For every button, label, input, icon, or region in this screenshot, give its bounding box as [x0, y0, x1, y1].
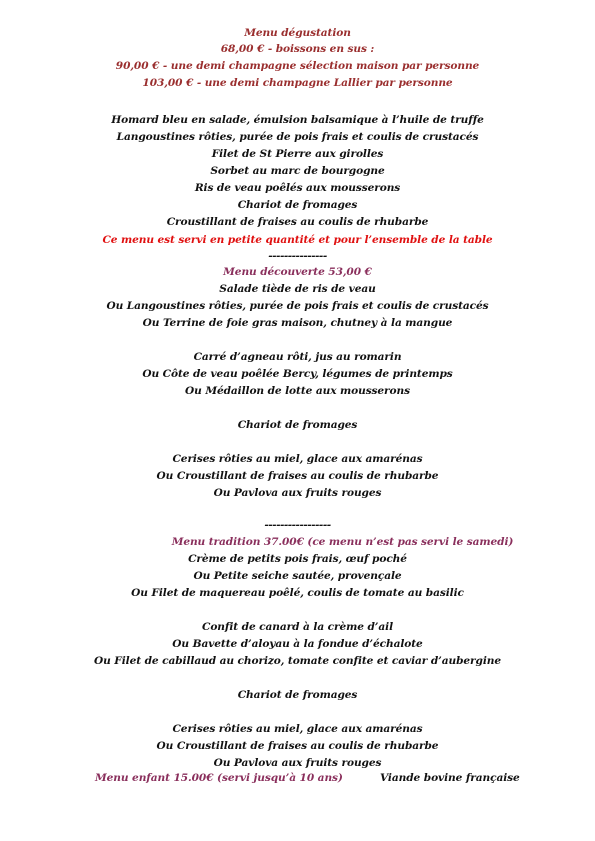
- tradition-cheese: Chariot de fromages: [237, 689, 358, 701]
- decouverte-dessert: Ou Croustillant de fraises au coulis de rhubarbe: [156, 470, 439, 482]
- degustation-course: Langoustines rôties, purée de pois frais et coulis de crustacés: [116, 131, 479, 143]
- degustation-course: Chariot de fromages: [237, 199, 358, 211]
- decouverte-main: Ou Côte de veau poêlée Bercy, légumes de printemps: [142, 368, 453, 380]
- decouverte-starter: Salade tiède de ris de veau: [219, 283, 376, 295]
- decouverte-dessert: Ou Pavlova aux fruits rouges: [213, 487, 382, 499]
- degustation-notice: Ce menu est servi en petite quantité et pour l’ensemble de la table: [102, 234, 493, 246]
- degustation-course: Homard bleu en salade, émulsion balsamique à l’huile de truffe: [111, 114, 484, 126]
- degustation-course: Croustillant de fraises au coulis de rhubarbe: [166, 216, 429, 228]
- tradition-starter: Ou Filet de maquereau poêlé, coulis de tomate au basilic: [131, 587, 464, 599]
- degustation-course: Sorbet au marc de bourgogne: [210, 165, 385, 177]
- decouverte-main: Carré d’agneau rôti, jus au romarin: [193, 351, 402, 363]
- tradition-starter: Crème de petits pois frais, œuf poché: [188, 553, 407, 565]
- degustation-price: 68,00 € - boissons en sus :: [220, 43, 375, 55]
- separator: ---------------: [268, 250, 327, 262]
- tradition-title: Menu tradition 37.00€ (ce menu n’est pas servi le samedi): [171, 536, 514, 548]
- tradition-main: Confit de canard à la crème d’ail: [201, 621, 393, 633]
- separator: -----------------: [264, 519, 331, 531]
- tradition-main: Ou Filet de cabillaud au chorizo, tomate confite et caviar d’aubergine: [93, 655, 502, 667]
- decouverte-main: Ou Médaillon de lotte aux mousserons: [185, 385, 410, 397]
- degustation-option-2: 103,00 € - une demi champagne Lallier par personne: [142, 77, 453, 89]
- degustation-course: Ris de veau poêlés aux mousserons: [194, 182, 401, 194]
- degustation-option-1: 90,00 € - une demi champagne sélection maison par personne: [115, 60, 480, 72]
- tradition-dessert: Ou Pavlova aux fruits rouges: [213, 757, 382, 769]
- tradition-main: Ou Bavette d’aloyau à la fondue d’échalote: [172, 638, 423, 650]
- decouverte-starter: Ou Terrine de foie gras maison, chutney à la mangue: [142, 317, 453, 329]
- decouverte-starter: Ou Langoustines rôties, purée de pois frais et coulis de crustacés: [106, 300, 489, 312]
- menu-enfant: Menu enfant 15.00€ (servi jusqu’à 10 ans): [95, 772, 343, 784]
- tradition-dessert: Ou Croustillant de fraises au coulis de rhubarbe: [156, 740, 439, 752]
- viande-origine: Viande bovine française: [380, 772, 520, 784]
- decouverte-cheese: Chariot de fromages: [237, 419, 358, 431]
- tradition-starter: Ou Petite seiche sautée, provençale: [193, 570, 402, 582]
- degustation-title: Menu dégustation: [244, 27, 351, 39]
- degustation-course: Filet de St Pierre aux girolles: [211, 148, 384, 160]
- decouverte-title: Menu découverte 53,00 €: [223, 266, 372, 278]
- tradition-dessert: Cerises rôties au miel, glace aux amarénas: [172, 723, 423, 735]
- decouverte-dessert: Cerises rôties au miel, glace aux amarénas: [172, 453, 423, 465]
